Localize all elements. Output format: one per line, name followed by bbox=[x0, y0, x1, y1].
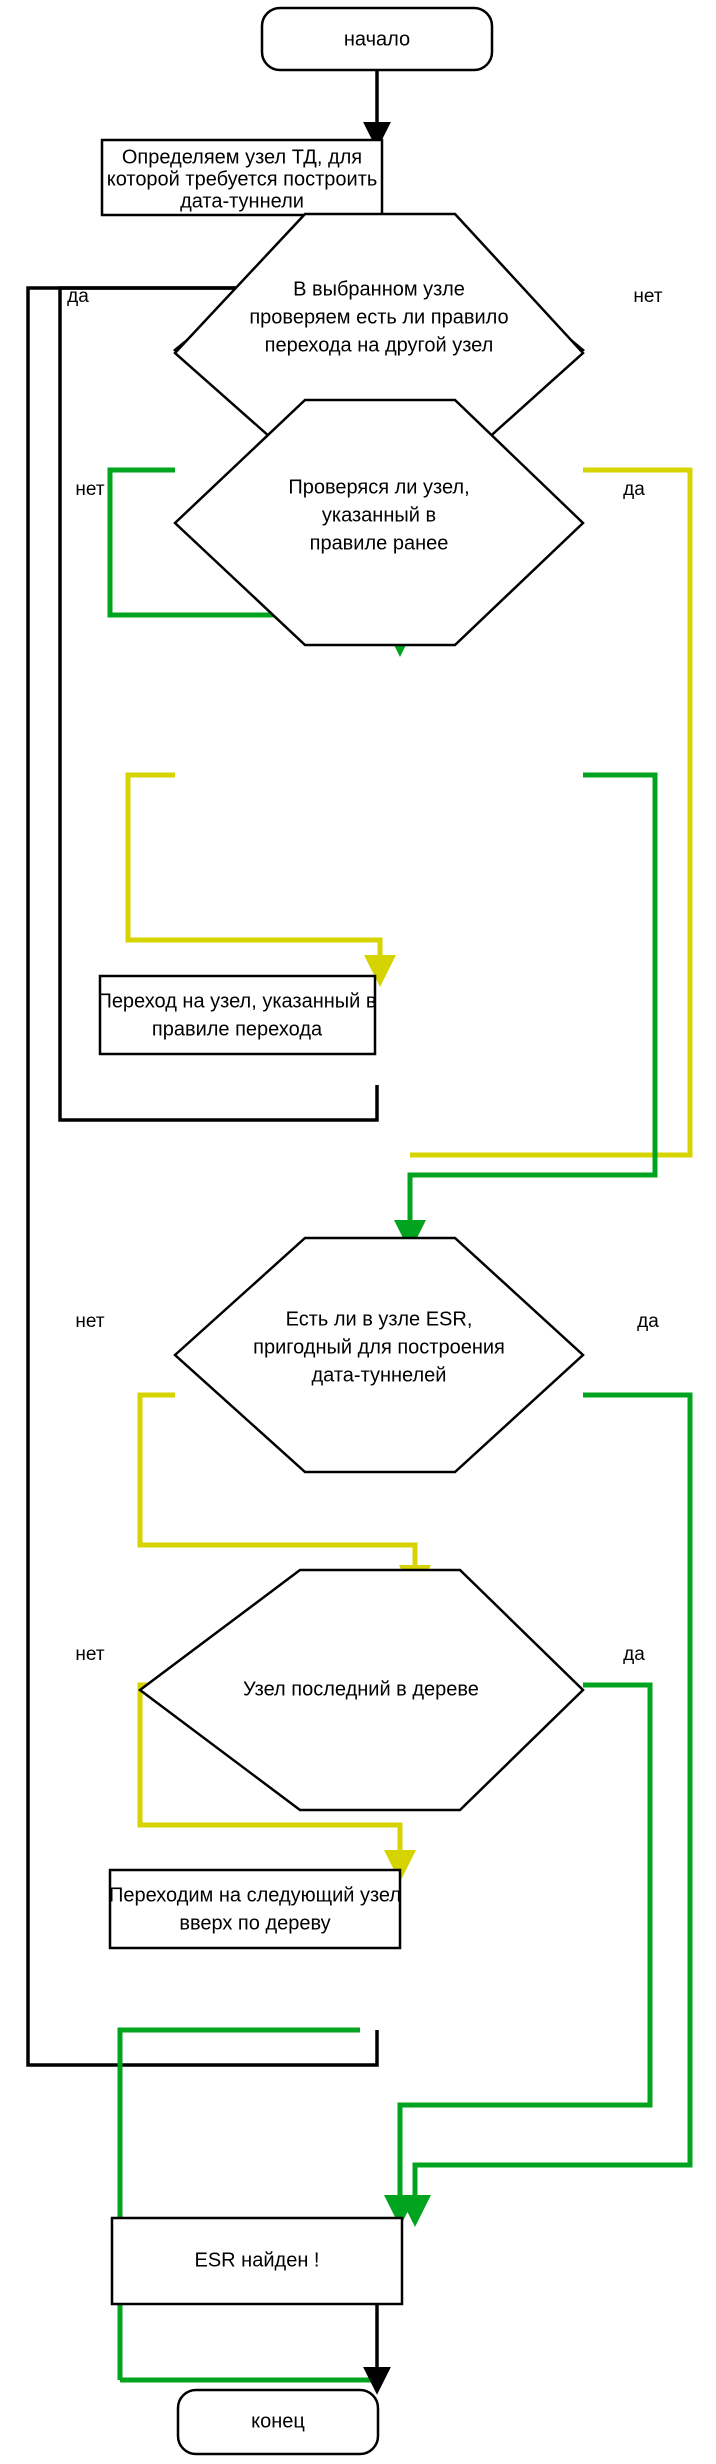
edge-label-checked-before-no: нет bbox=[75, 479, 105, 501]
node-goto-node[interactable] bbox=[97, 976, 376, 1054]
node-checked-before[interactable] bbox=[75, 400, 645, 645]
edge-label-has-esr-no: нет bbox=[75, 1311, 105, 1333]
node-go-up[interactable] bbox=[109, 1870, 401, 1948]
node-start-label: начало bbox=[343, 28, 411, 51]
node-start[interactable] bbox=[262, 8, 492, 70]
node-go-up-line2: вверх по дереву bbox=[179, 1912, 331, 1935]
node-define[interactable] bbox=[102, 140, 382, 215]
node-esr-found[interactable] bbox=[112, 2218, 402, 2304]
node-goto-node-line2: правиле перехода bbox=[151, 1018, 323, 1041]
edge-label-checked-before-yes: да bbox=[623, 479, 645, 501]
edge-checked-before-no bbox=[128, 775, 380, 975]
node-define-line3: дата-туннели bbox=[180, 190, 304, 213]
node-has-esr-line2: пригодный для построения bbox=[253, 1336, 505, 1359]
edge-label-has-esr-yes: да bbox=[637, 1311, 659, 1333]
edge-label-check-rule-no: нет bbox=[633, 286, 663, 308]
node-check-rule-line1: В выбранном узле bbox=[293, 278, 465, 301]
edge-checked-before-yes bbox=[410, 775, 655, 1240]
node-has-esr-line3: дата-туннелей bbox=[311, 1364, 447, 1387]
edge-label-last-node-yes: да bbox=[623, 1644, 645, 1666]
node-esr-found-label: ESR найден ! bbox=[194, 2249, 320, 2272]
node-last-node-label: Узел последний в дереве bbox=[243, 1678, 479, 1701]
node-define-line1: Определяем узел ТД, для bbox=[121, 146, 363, 169]
node-has-esr[interactable] bbox=[75, 1238, 659, 1472]
edge-label-check-rule-yes: да bbox=[67, 286, 89, 308]
node-last-node[interactable] bbox=[75, 1570, 645, 1810]
node-end[interactable] bbox=[178, 2390, 378, 2454]
node-go-up-line1: Переходим на следующий узел bbox=[108, 1884, 402, 1907]
node-define-line2: которой требуется построить bbox=[106, 168, 378, 191]
node-has-esr-line1: Есть ли в узле ESR, bbox=[285, 1308, 473, 1331]
node-goto-node-line1: Переход на узел, указанный в bbox=[97, 990, 377, 1013]
node-checked-before-line1: Проверяся ли узел, bbox=[288, 476, 470, 499]
node-check-rule-line2: проверяем есть ли правило bbox=[249, 306, 509, 329]
node-end-label: конец bbox=[251, 2410, 305, 2433]
edge-left-green-to-esr-found bbox=[120, 2030, 360, 2380]
node-checked-before-line2: указанный в bbox=[321, 504, 437, 527]
node-checked-before-line3: правиле ранее bbox=[309, 532, 449, 555]
node-check-rule-line3: перехода на другой узел bbox=[264, 334, 494, 357]
edge-label-last-node-no: нет bbox=[75, 1644, 105, 1666]
